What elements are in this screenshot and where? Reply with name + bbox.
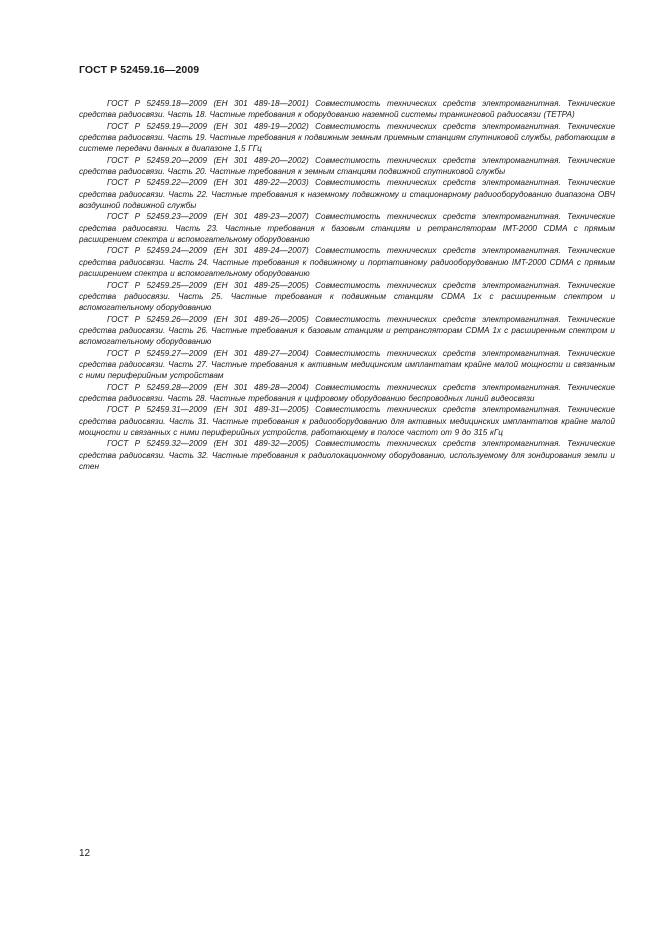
reference-item: ГОСТ Р 52459.22—2009 (ЕН 301 489-22—2003) Совместимость технических средств электромагнитная. Технические средства радиосвязи. Часть 22. Частные требования к наземному подвижному и стационарному радиооборудованию диапазона ОВЧ воздушной подвижной службы — [79, 178, 615, 211]
reference-item: ГОСТ Р 52459.19—2009 (ЕН 301 489-19—2002) Совместимость технических средств электромагнитная. Технические средства радиосвязи. Часть 19. Частные требования к подвижным земным приемным станциям спутниковой службы, работающим в системе передачи данных в диапазоне 1,5 ГГц — [79, 121, 615, 154]
reference-item: ГОСТ Р 52459.27—2009 (ЕН 301 489-27—2004) Совместимость технических средств электромагнитная. Технические средства радиосвязи. Часть 27. Частные требования к активным медицинским имплантатам крайне малой мощности и связанным с ними периферийным устройствам — [79, 348, 615, 381]
page-number: 12 — [79, 848, 91, 859]
reference-item: ГОСТ Р 52459.18—2009 (ЕН 301 489-18—2001) Совместимость технических средств электромагнитная. Технические средства радиосвязи. Часть 18. Частные требования к оборудованию наземной системы транкинговой радиосвязи (ТЕТРА) — [79, 99, 615, 120]
reference-item: ГОСТ Р 52459.31—2009 (ЕН 301 489-31—2005) Совместимость технических средств электромагнитная. Технические средства радиосвязи. Часть 31. Частные требования к радиооборудованию для активных медицинских имплантатов крайне малой мощности и связанных с ними периферийных устройств, работающему в полосе частот от 9 до 315 кГц — [79, 405, 615, 437]
reference-item: ГОСТ Р 52459.28—2009 (ЕН 301 489-28—2004) Совместимость технических средств электромагнитная. Технические средства радиосвязи. Часть 28. Частные требования к цифровому оборудованию беспроводных линий видеосвязи — [79, 382, 615, 403]
reference-item: ГОСТ Р 52459.23—2009 (ЕН 301 489-23—2007) Совместимость технических средств электромагнитная. Технические средства радиосвязи. Часть 23. Частные требования к базовым станциям и ретрансляторам IMT-2000 CDMA с прямым расширением спектра и вспомогательному оборудованию — [79, 212, 615, 245]
references-list — [79, 98, 615, 472]
reference-item: ГОСТ Р 52459.20—2009 (ЕН 301 489-20—2002) Совместимость технических средств электромагнитная. Технические средства радиосвязи. Часть 20. Частные требования к земным станциям подвижной спутниковой службы — [79, 155, 615, 177]
reference-item: ГОСТ Р 52459.25—2009 (ЕН 301 489-25—2005) Совместимость технических средств электромагнитная. Технические средства радиосвязи. Часть 25. Частные требования к подвижным станциям CDMA 1x с расширенным спектром и вспомогательному оборудованию — [79, 280, 615, 313]
reference-item: ГОСТ Р 52459.26—2009 (ЕН 301 489-26—2005) Совместимость технических средств электромагнитная. Технические средства радиосвязи. Часть 26. Частные требования к базовым станциям и ретрансляторам CDMA 1x с расширенным спектром и вспомогательному оборудованию — [79, 314, 615, 347]
document-header: ГОСТ Р 52459.16—2009 — [79, 64, 200, 76]
reference-item: ГОСТ Р 52459.32—2009 (ЕН 301 489-32—2005) Совместимость технических средств электромагнитная. Технические средства радиосвязи. Часть 32. Частные требования к радиолокационному оборудованию, используемому для зондирования земли и стен — [79, 439, 615, 471]
reference-item: ГОСТ Р 52459.24—2009 (ЕН 301 489-24—2007) Совместимость технических средств электромагнитная. Технические средства радиосвязи. Часть 24. Частные требования к подвижному и портативному радиооборудованию IMT-2000 CDMA с прямым расширением спектра и вспомогательному оборудованию — [79, 246, 615, 279]
